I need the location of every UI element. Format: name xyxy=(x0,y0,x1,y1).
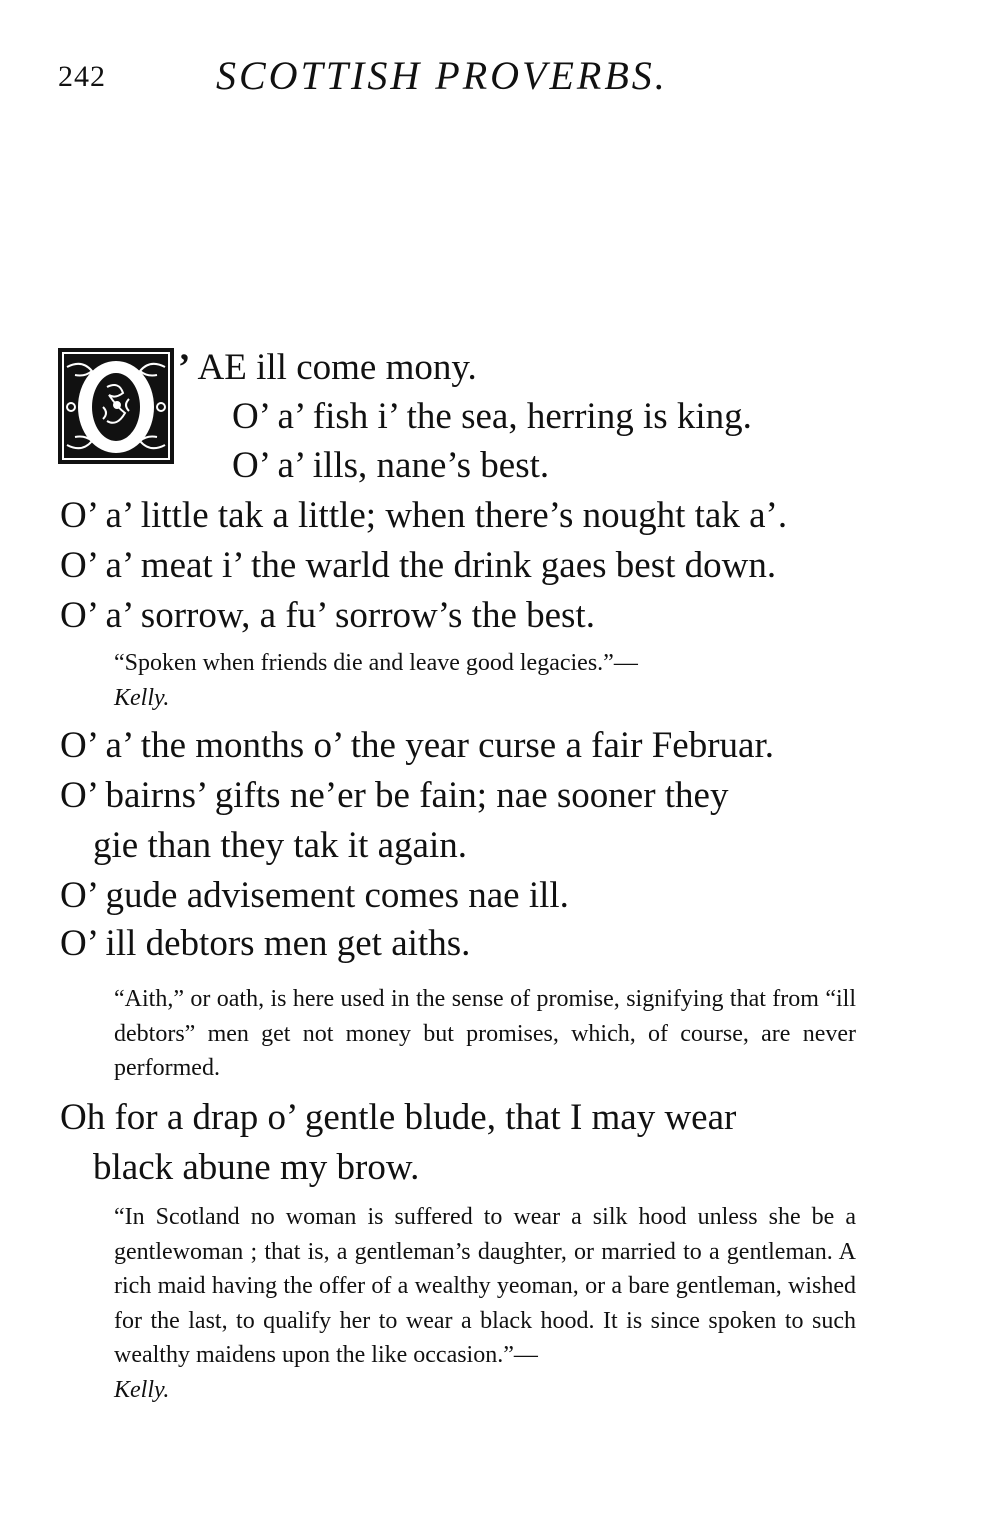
proverb-line-continuation: gie than they tak it again. xyxy=(93,825,467,866)
proverb-line: O’ a’ the months o’ the year curse a fair Februar. xyxy=(60,725,775,766)
running-title: SCOTTISH PROVERBS. xyxy=(216,53,668,98)
proverb-line: O’ bairns’ gifts ne’er be fain; nae sooner they xyxy=(60,775,729,816)
page-header xyxy=(58,52,958,102)
note-text: “In Scotland no woman is suffered to wear a silk hood unless she be a gentlewoman ; that is, a gentleman’s daughter, or married to a gentleman. A rich maid having the offer of a wealthy yeoman, or a bare gentleman, wished for the last, to qualify her to wear a black hood. It is since spoken to such wealthy maidens upon the like occasion.”— xyxy=(114,1204,856,1368)
dropcap-o-ornament xyxy=(57,347,175,465)
annotation-note xyxy=(114,646,856,715)
proverb-line: O’ gude advisement comes nae ill. xyxy=(60,875,569,916)
annotation-note: “Aith,” or oath, is here used in the sense of promise, signifying that from “ill debtors” men get not money but promises, which, of course, are never performed. xyxy=(114,986,856,1081)
proverb-first-text: AE ill come mony. xyxy=(190,347,477,388)
annotation-note xyxy=(114,1200,856,1407)
proverb-line: O’ a’ fish i’ the sea, herring is king. xyxy=(232,396,752,437)
note-text: “Spoken when friends die and leave good legacies.”— xyxy=(114,650,638,676)
note-author: Kelly. xyxy=(114,1376,170,1403)
proverb-line: O’ a’ ills, nane’s best. xyxy=(232,445,550,486)
note-author: Kelly. xyxy=(114,684,170,711)
proverb-line: Oh for a drap o’ gentle blude, that I may wear xyxy=(60,1097,737,1138)
proverb-line: O’ a’ sorrow, a fu’ sorrow’s the best. xyxy=(60,595,595,636)
proverb-line: O’ ill debtors men get aiths. xyxy=(60,923,471,964)
proverb-first-line xyxy=(178,346,477,390)
page-number: 242 xyxy=(58,60,106,93)
proverb-line-continuation: black abune my brow. xyxy=(93,1147,420,1188)
dropcap-apostrophe: ’ xyxy=(178,347,191,388)
proverb-line: O’ a’ meat i’ the warld the drink gaes best down. xyxy=(60,545,777,586)
proverb-line: O’ a’ little tak a little; when there’s nought tak a’. xyxy=(60,495,788,536)
